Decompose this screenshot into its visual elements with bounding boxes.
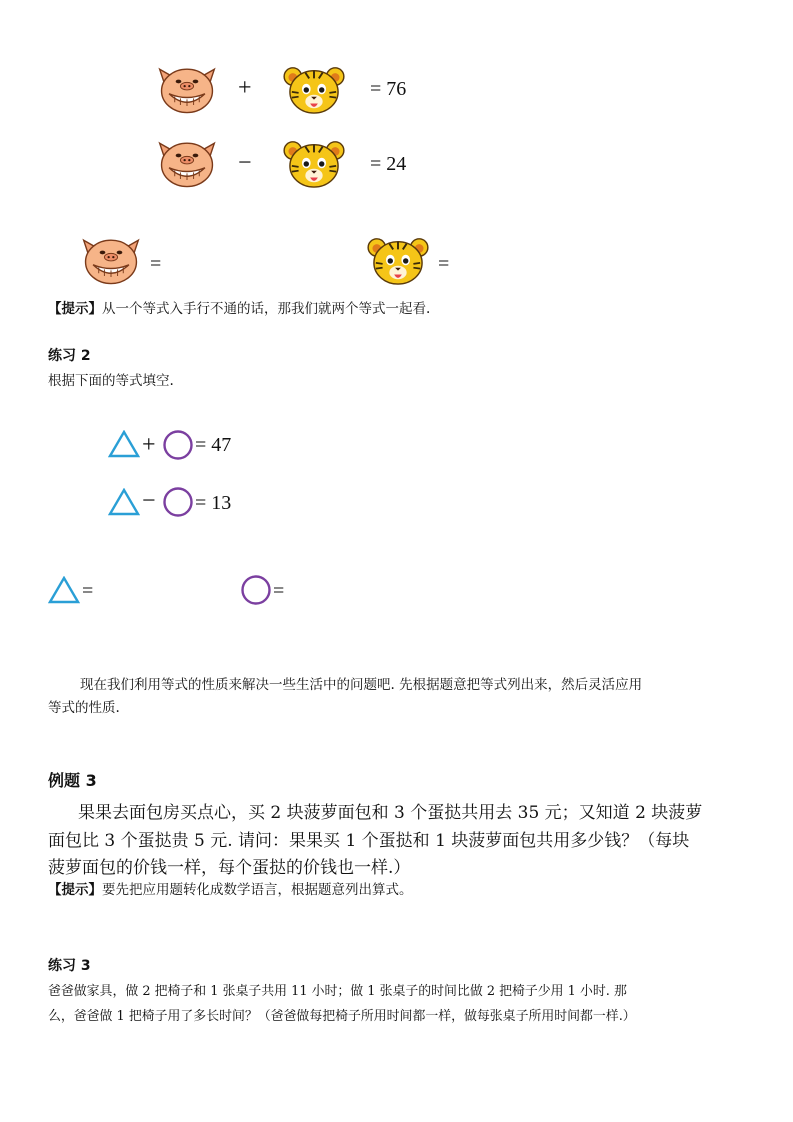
hint-text: 从一个等式入手行不通的话，那我们就两个等式一起看. [102, 301, 431, 317]
hint-text: 要先把应用题转化成数学语言，根据题意列出算式。 [102, 882, 413, 898]
tiger-face-icon [280, 63, 348, 115]
minus-operator: − [238, 150, 252, 176]
triangle-icon [108, 488, 140, 516]
triangle-icon [108, 430, 140, 458]
tiger-face-icon [280, 137, 348, 189]
practice-2-instruction: 根据下面的等式填空. [48, 373, 174, 389]
hint-tag: 【提示】 [48, 301, 102, 317]
plus-operator: + [142, 432, 156, 458]
example-3-line-3: 菠萝面包的价钱一样，每个蛋挞的价钱也一样.） [48, 858, 411, 878]
hint-1 [48, 298, 430, 321]
circle-icon [162, 486, 194, 518]
result-24: = 24 [370, 153, 407, 175]
tiger-face-icon [364, 234, 432, 286]
circle-icon [240, 574, 272, 606]
triangle-icon [48, 576, 80, 604]
example-3-line-2: 面包比 3 个蛋挞贵 5 元. 请问：果果买 1 个蛋挞和 1 块菠萝面包共用多少钱？（每块 [48, 831, 690, 851]
pig-face-icon [154, 63, 220, 115]
practice-3-title: 练习 3 [48, 958, 91, 974]
example-3-line-1: 果果去面包房买点心，买 2 块菠萝面包和 3 个蛋挞共用去 35 元；又知道 2 块菠萝 [78, 803, 703, 823]
pig-face-icon [154, 137, 220, 189]
practice-3-line-1: 爸爸做家具，做 2 把椅子和 1 张桌子共用 11 小时；做 1 张桌子的时间比做 2 把椅子少用 1 小时. 那 [48, 984, 627, 999]
pig-answer-equals: = [150, 253, 162, 275]
example-3-title: 例题 3 [48, 771, 97, 790]
result-13: = 13 [195, 492, 232, 514]
hint-3 [48, 879, 413, 902]
pig-face-icon [78, 234, 144, 286]
practice-2-title: 练习 2 [48, 348, 91, 364]
minus-operator: − [142, 488, 156, 514]
hint-tag: 【提示】 [48, 882, 102, 898]
intro-line-2: 等式的性质. [48, 700, 120, 716]
circle-icon [162, 429, 194, 461]
result-47: = 47 [195, 434, 232, 456]
tiger-answer-equals: = [438, 253, 450, 275]
plus-operator: + [238, 75, 252, 101]
triangle-answer-equals: = [82, 580, 94, 602]
intro-line-1: 现在我们利用等式的性质来解决一些生活中的问题吧. 先根据题意把等式列出来，然后灵活应用 [80, 677, 643, 693]
practice-3-line-2: 么，爸爸做 1 把椅子用了多长时间？（爸爸做每把椅子所用时间都一样，做每张桌子所用时间都一样.） [48, 1009, 636, 1024]
result-76: = 76 [370, 78, 407, 100]
circle-answer-equals: = [273, 580, 285, 602]
